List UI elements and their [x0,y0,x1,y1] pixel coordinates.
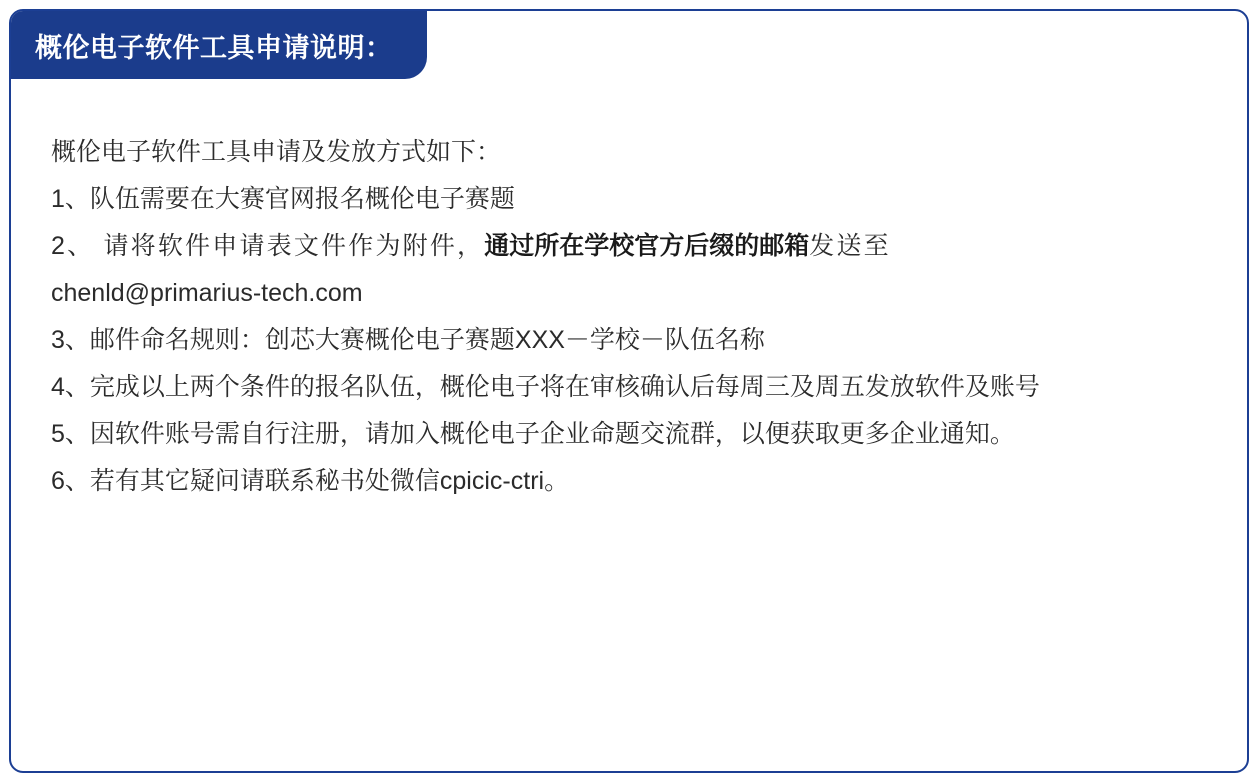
list-item [51,223,1211,270]
notice-card [9,9,1249,773]
item2-suffix: 发送至 [809,232,891,260]
intro-text: 概伦电子软件工具申请及发放方式如下： [51,138,502,166]
item2-prefix: 2、 请将软件申请表文件作为附件， [51,232,485,260]
card-header-tab [11,11,427,79]
list-item: 5、因软件账号需自行注册，请加入概伦电子企业命题交流群，以便获取更多企业通知。 [51,420,1015,448]
list-item: 6、若有其它疑问请联系秘书处微信cpicic-ctri。 [51,467,570,495]
list-item: 1、队伍需要在大赛官网报名概伦电子赛题 [51,185,515,213]
list-item: 3、邮件命名规则：创芯大赛概伦电子赛题XXX－学校－队伍名称 [51,326,765,354]
notice-body [51,129,1211,505]
page-title: 概伦电子软件工具申请说明： [35,32,393,63]
list-item: 4、完成以上两个条件的报名队伍，概伦电子将在审核确认后每周三及周五发放软件及账号 [51,373,1040,401]
contact-email[interactable]: chenld@primarius-tech.com [51,279,363,307]
item2-bold-emphasis: 通过所在学校官方后缀的邮箱 [484,232,810,260]
